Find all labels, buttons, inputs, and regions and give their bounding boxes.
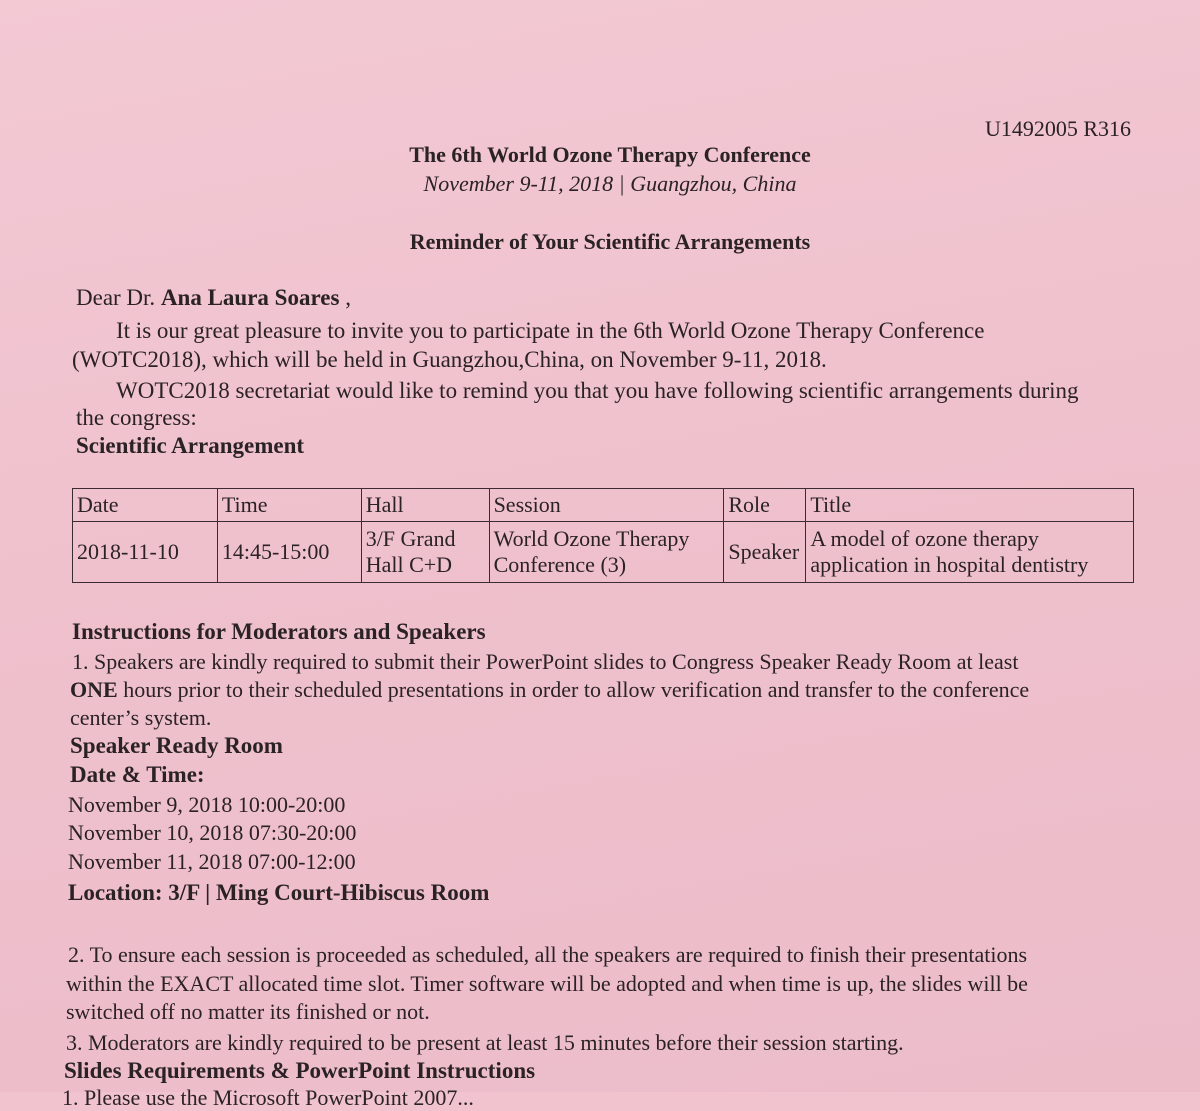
invite-paragraph-line2: (WOTC2018), which will be held in Guangzhou,China, on November 9-11, 2018. [72, 347, 827, 372]
conference-subtitle: November 9-11, 2018 | Guangzhou, China [423, 171, 797, 196]
conference-title: The 6th World Ozone Therapy Conference [409, 142, 811, 167]
column-header-hall: Hall [361, 489, 489, 522]
ready-room-heading: Speaker Ready Room [70, 733, 283, 758]
instructions-heading: Instructions for Moderators and Speakers [72, 619, 486, 644]
cell-title-line1: A model of ozone therapy [810, 526, 1039, 551]
remind-paragraph-line2: the congress: [76, 405, 197, 430]
salutation-prefix: Dear Dr. [76, 285, 161, 310]
cell-session [489, 522, 724, 583]
instruction-3: 3. Moderators are kindly required to be present at least 15 minutes before their session starting. [66, 1030, 904, 1055]
cell-title [806, 522, 1134, 583]
ready-room-date-3: November 11, 2018 07:00-12:00 [68, 849, 356, 874]
instruction-1-line2-rest: hours prior to their scheduled presentations in order to allow verification and transfer to the conference [117, 677, 1030, 702]
ready-room-date-2: November 10, 2018 07:30-20:00 [68, 820, 357, 845]
instruction-2-line2: within the EXACT allocated time slot. Timer software will be adopted and when time is up, the slides will be [66, 971, 1028, 996]
column-header-title: Title [806, 489, 1134, 522]
salutation [76, 285, 351, 311]
instruction-1-line1: 1. Speakers are kindly required to submit their PowerPoint slides to Congress Speaker Ready Room at least [72, 649, 1019, 674]
column-header-role: Role [724, 489, 806, 522]
cut-off-line: 1. Please use the Microsoft PowerPoint 2007... [62, 1085, 474, 1110]
emphasis-one: ONE [70, 677, 118, 702]
cell-role: Speaker [724, 522, 806, 583]
instruction-2-line1: 2. To ensure each session is proceeded as scheduled, all the speakers are required to finish their presentations [68, 942, 1028, 967]
invite-paragraph-line1: It is our great pleasure to invite you to participate in the 6th World Ozone Therapy Conference [116, 318, 985, 343]
cell-hall-line1: 3/F Grand [365, 526, 456, 551]
arrangement-table [72, 488, 1134, 583]
instruction-1-line2 [70, 677, 1029, 703]
cell-hall-line2: Hall C+D [365, 552, 453, 577]
cell-title-line2: application in hospital dentistry [810, 552, 1089, 577]
ready-room-date-1: November 9, 2018 10:00-20:00 [68, 792, 346, 817]
recipient-name: Ana Laura Soares [160, 285, 340, 310]
column-header-session: Session [489, 489, 724, 522]
instruction-1-line3: center’s system. [70, 705, 212, 730]
salutation-suffix: , [339, 285, 351, 310]
page-heading: Reminder of Your Scientific Arrangements [409, 229, 811, 254]
slides-heading: Slides Requirements & PowerPoint Instructions [64, 1058, 536, 1083]
ready-room-location: Location: 3/F | Ming Court-Hibiscus Room [68, 880, 490, 905]
date-time-heading: Date & Time: [70, 762, 205, 787]
cell-time: 14:45-15:00 [217, 522, 361, 583]
cell-hall [361, 522, 489, 583]
instruction-2-line3: switched off no matter its finished or not. [66, 999, 430, 1024]
column-header-date: Date [73, 489, 218, 522]
cell-date: 2018-11-10 [73, 522, 218, 583]
cell-session-line1: World Ozone Therapy [493, 526, 690, 551]
reference-code: U1492005 R316 [985, 116, 1132, 141]
table-header-row [73, 489, 1134, 522]
cell-session-line2: Conference (3) [493, 552, 627, 577]
table-row [73, 522, 1134, 583]
column-header-time: Time [217, 489, 361, 522]
remind-paragraph-line1: WOTC2018 secretariat would like to remind you that you have following scientific arrangements during [116, 378, 1079, 403]
arrangement-heading: Scientific Arrangement [76, 433, 305, 458]
